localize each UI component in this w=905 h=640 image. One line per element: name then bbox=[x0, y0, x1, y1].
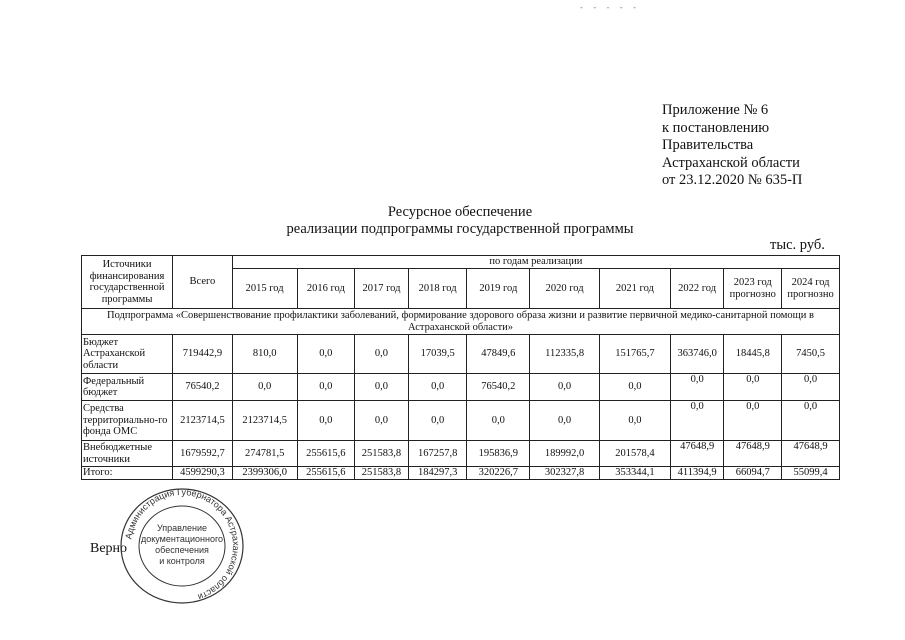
stamp-center-line: документационного bbox=[140, 534, 224, 544]
cell-value: 0,0 bbox=[232, 374, 297, 401]
cell-value: 411394,9 bbox=[670, 467, 724, 480]
cell-value: 47849,6 bbox=[467, 335, 530, 374]
appendix-line: Правительства bbox=[662, 137, 754, 154]
cell-value: 0,0 bbox=[782, 401, 840, 441]
header-year: 2018 год bbox=[408, 269, 467, 309]
title-line-1: Ресурсное обеспечение bbox=[387, 204, 533, 220]
cell-value: 195836,9 bbox=[467, 441, 530, 467]
appendix-block bbox=[662, 102, 802, 190]
row-source: Федеральный бюджет bbox=[82, 374, 173, 401]
cell-value: 112335,8 bbox=[530, 335, 600, 374]
cell-value: 251583,8 bbox=[355, 441, 409, 467]
cell-value: 0,0 bbox=[297, 374, 355, 401]
cell-value: 167257,8 bbox=[408, 441, 467, 467]
cell-value: 184297,3 bbox=[408, 467, 467, 480]
cell-value: 7450,5 bbox=[782, 335, 840, 374]
header-year: 2024 год прогнозно bbox=[782, 269, 840, 309]
cell-value: 255615,6 bbox=[297, 467, 355, 480]
appendix-line: Астраханской области bbox=[662, 154, 800, 171]
document-title bbox=[180, 204, 740, 238]
cell-value: 0,0 bbox=[530, 401, 600, 441]
stamp-center-line: обеспечения bbox=[155, 545, 209, 555]
cell-value: 189992,0 bbox=[530, 441, 600, 467]
cell-value: 0,0 bbox=[297, 401, 355, 441]
row-source: Средства территориально-го фонда ОМС bbox=[82, 401, 173, 441]
cell-value: 47648,9 bbox=[782, 441, 840, 467]
cell-value: 251583,8 bbox=[355, 467, 409, 480]
cell-value: 0,0 bbox=[600, 374, 671, 401]
cell-value: 17039,5 bbox=[408, 335, 467, 374]
row-total: 1679592,7 bbox=[173, 441, 233, 467]
cell-value: 255615,6 bbox=[297, 441, 355, 467]
cell-value: 0,0 bbox=[408, 374, 467, 401]
appendix-line: от 23.12.2020 № 635-П bbox=[662, 172, 803, 189]
cell-value: 47648,9 bbox=[670, 441, 724, 467]
appendix-line: к постановлению bbox=[662, 119, 770, 136]
official-stamp bbox=[118, 487, 246, 605]
cell-value: 320226,7 bbox=[467, 467, 530, 480]
stamp-ring-path-text: Администрация Губернатора Астраханской области bbox=[123, 487, 242, 603]
cell-value: 18445,8 bbox=[724, 335, 782, 374]
header-years-group: по годам реализации bbox=[232, 256, 839, 269]
header-total: Всего bbox=[173, 256, 233, 309]
header-year: 2022 год bbox=[670, 269, 724, 309]
cell-value: 0,0 bbox=[724, 374, 782, 401]
scan-marks: - - - - - bbox=[580, 2, 640, 12]
row-source: Внебюджетные источники bbox=[82, 441, 173, 467]
verno-label: Верно bbox=[90, 541, 128, 556]
header-year: 2017 год bbox=[355, 269, 409, 309]
cell-value: 274781,5 bbox=[232, 441, 297, 467]
row-source: Бюджет Астраханской области bbox=[82, 335, 173, 374]
cell-value: 66094,7 bbox=[724, 467, 782, 480]
cell-value: 302327,8 bbox=[530, 467, 600, 480]
cell-value: 2123714,5 bbox=[232, 401, 297, 441]
cell-value: 76540,2 bbox=[467, 374, 530, 401]
resource-table bbox=[81, 255, 840, 480]
cell-value: 0,0 bbox=[297, 335, 355, 374]
subprogram-title: Подпрограмма «Совершенствование профилактики заболеваний, формирование здорового образа жизни и развитие первичной медико-санитарной помощи в Астраханской области» bbox=[82, 309, 840, 335]
cell-value: 0,0 bbox=[355, 335, 409, 374]
cell-value: 0,0 bbox=[355, 401, 409, 441]
stamp-center-line: и контроля bbox=[159, 556, 205, 566]
units-label: тыс. руб. bbox=[770, 237, 825, 253]
header-year: 2016 год bbox=[297, 269, 355, 309]
cell-value: 0,0 bbox=[782, 374, 840, 401]
cell-value: 353344,1 bbox=[600, 467, 671, 480]
header-year: 2015 год bbox=[232, 269, 297, 309]
cell-value: 0,0 bbox=[670, 401, 724, 441]
header-year: 2019 год bbox=[467, 269, 530, 309]
cell-value: 810,0 bbox=[232, 335, 297, 374]
row-total: 76540,2 bbox=[173, 374, 233, 401]
row-total: 719442,9 bbox=[173, 335, 233, 374]
cell-value: 151765,7 bbox=[600, 335, 671, 374]
header-source: Источники финансирования государственной программы bbox=[82, 256, 173, 309]
row-source-total: Итого: bbox=[82, 467, 173, 480]
cell-value: 2399306,0 bbox=[232, 467, 297, 480]
stamp-center-line: Управление bbox=[156, 523, 208, 533]
cell-value: 0,0 bbox=[467, 401, 530, 441]
cell-value: 47648,9 bbox=[724, 441, 782, 467]
cell-value: 0,0 bbox=[600, 401, 671, 441]
row-total: 2123714,5 bbox=[173, 401, 233, 441]
title-line-2: реализации подпрограммы государственной программы bbox=[286, 221, 634, 237]
cell-value: 0,0 bbox=[724, 401, 782, 441]
header-year: 2021 год bbox=[600, 269, 671, 309]
cell-value: 363746,0 bbox=[670, 335, 724, 374]
cell-value: 201578,4 bbox=[600, 441, 671, 467]
cell-value: 0,0 bbox=[355, 374, 409, 401]
header-year: 2023 год прогнозно bbox=[724, 269, 782, 309]
cell-value: 0,0 bbox=[530, 374, 600, 401]
cell-value: 55099,4 bbox=[782, 467, 840, 480]
row-total: 4599290,3 bbox=[173, 467, 233, 480]
cell-value: 0,0 bbox=[408, 401, 467, 441]
header-year: 2020 год bbox=[530, 269, 600, 309]
appendix-line: Приложение № 6 bbox=[662, 102, 769, 118]
cell-value: 0,0 bbox=[670, 374, 724, 401]
